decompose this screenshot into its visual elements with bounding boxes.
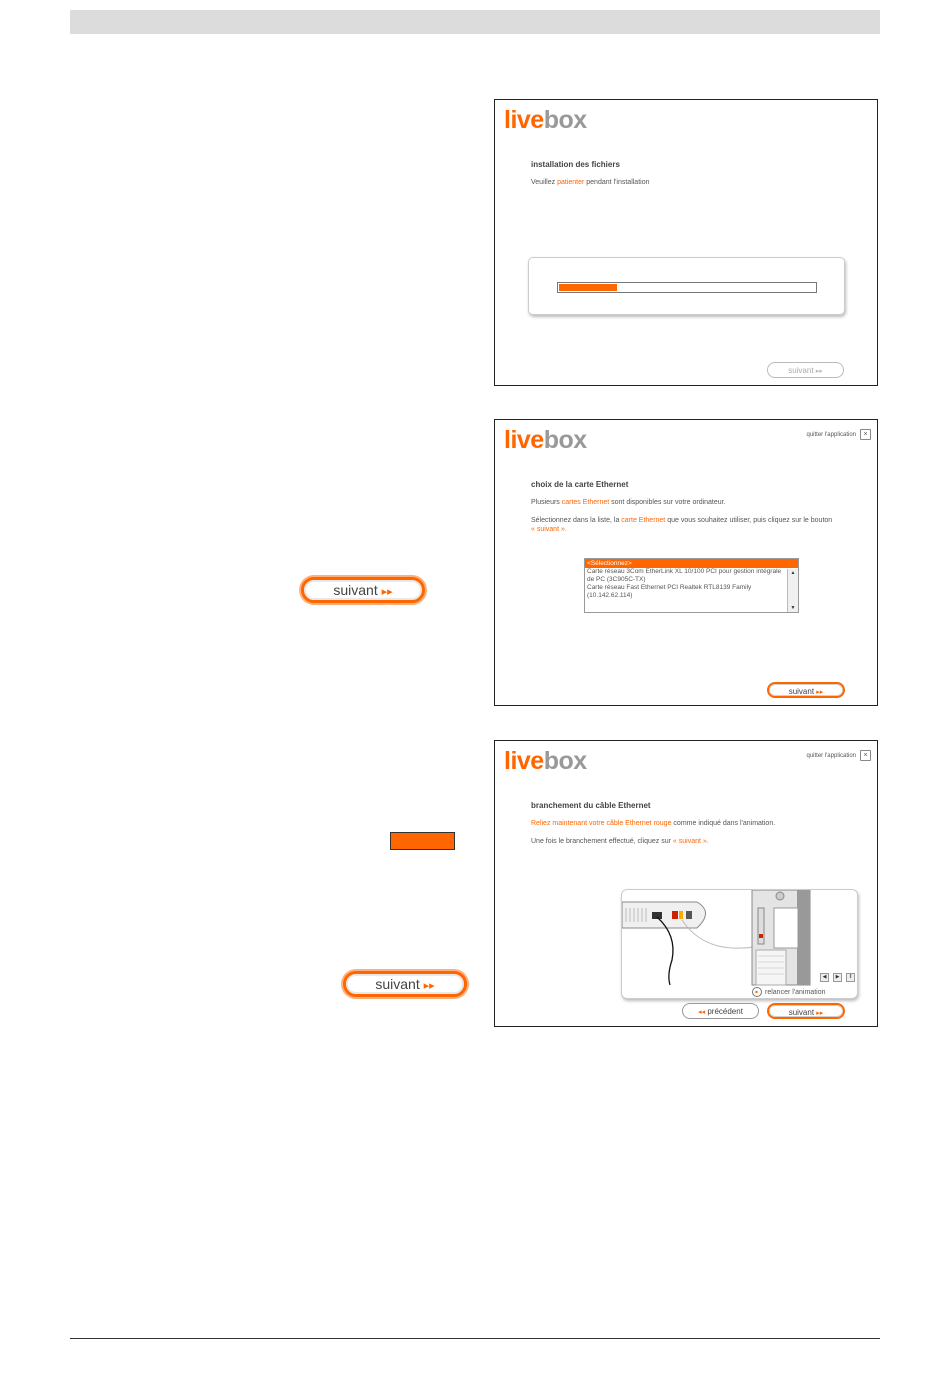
- cable-animation: [621, 889, 858, 999]
- forward-arrows-icon: ▸▸: [423, 980, 435, 992]
- header-bar: [70, 10, 880, 34]
- animation-rewind-icon[interactable]: ◀: [820, 973, 829, 982]
- ethernet-card-list[interactable]: [584, 558, 799, 613]
- scroll-up-icon[interactable]: ▲: [790, 570, 796, 576]
- livebox-logo: livebox: [504, 106, 587, 134]
- highlight-marker: [390, 832, 455, 850]
- quit-application[interactable]: quitter l'application ×: [806, 750, 871, 761]
- screen-title: choix de la carte Ethernet: [531, 480, 629, 489]
- replay-animation[interactable]: ▶ relancer l'animation: [752, 987, 825, 997]
- suivant-button-large-2[interactable]: [343, 971, 467, 997]
- instruction-text: Veuillez patienter pendant l'installation: [531, 179, 650, 186]
- progress-fill: [559, 284, 617, 291]
- livebox-logo: livebox: [504, 426, 587, 454]
- forward-arrows-icon: ▸▸: [815, 368, 823, 375]
- forward-arrows-icon: ▸▸: [816, 689, 824, 696]
- close-icon[interactable]: ×: [860, 750, 871, 761]
- close-icon[interactable]: ×: [860, 429, 871, 440]
- suivant-button[interactable]: suivant ▸▸: [767, 682, 845, 698]
- instruction-line-1: Reliez maintenant votre câble Ethernet rouge comme indiqué dans l'animation.: [531, 820, 776, 827]
- installation-screen: [494, 99, 878, 386]
- replay-icon[interactable]: ▶: [752, 987, 762, 997]
- quit-application[interactable]: quitter l'application ×: [806, 429, 871, 440]
- suivant-button[interactable]: suivant ▸▸: [767, 1003, 845, 1019]
- suivant-label: suivant: [333, 582, 378, 598]
- screen-title: installation des fichiers: [531, 160, 620, 169]
- livebox-logo: livebox: [504, 747, 587, 775]
- animation-play-icon[interactable]: ▶: [833, 973, 842, 982]
- suivant-label-2: suivant: [375, 976, 420, 992]
- ethernet-card-screen: [494, 419, 878, 706]
- list-item[interactable]: Carte réseau 3Com EtherLink XL 10/100 PCI pour gestion intégrale de PC (3C905C-TX): [587, 568, 782, 583]
- list-item-selected[interactable]: <Sélectionnez>: [585, 559, 798, 568]
- forward-arrows-icon: ▸▸: [381, 586, 393, 598]
- precedent-button[interactable]: ◂◂ précédent: [682, 1003, 759, 1019]
- progress-container: [528, 257, 845, 315]
- footer-rule: [70, 1338, 880, 1339]
- instruction-line-2: Sélectionnez dans la liste, la carte Ethernet que vous souhaitez utiliser, puis cliquez sur le bouton « suivant ».: [531, 517, 833, 533]
- list-scrollbar[interactable]: [787, 569, 798, 612]
- list-item[interactable]: Carte réseau Fast Ethernet PCI Realtek RTL8139 Family (10.142.62.114): [587, 584, 752, 599]
- suivant-button-disabled[interactable]: suivant ▸▸: [767, 362, 844, 378]
- back-arrows-icon: ◂◂: [698, 1009, 706, 1016]
- screen-title: branchement du câble Ethernet: [531, 801, 651, 810]
- suivant-button-large[interactable]: [301, 577, 425, 603]
- animation-pause-icon[interactable]: ‖: [846, 973, 855, 982]
- cable-connection-screen: [494, 740, 878, 1027]
- instruction-line-1: Plusieurs cartes Ethernet sont disponibles sur votre ordinateur.: [531, 499, 726, 506]
- forward-arrows-icon: ▸▸: [816, 1010, 824, 1017]
- scroll-down-icon[interactable]: ▼: [790, 605, 796, 611]
- instruction-line-2: Une fois le branchement effectué, cliquez sur « suivant ».: [531, 838, 709, 845]
- progress-bar: [557, 282, 817, 293]
